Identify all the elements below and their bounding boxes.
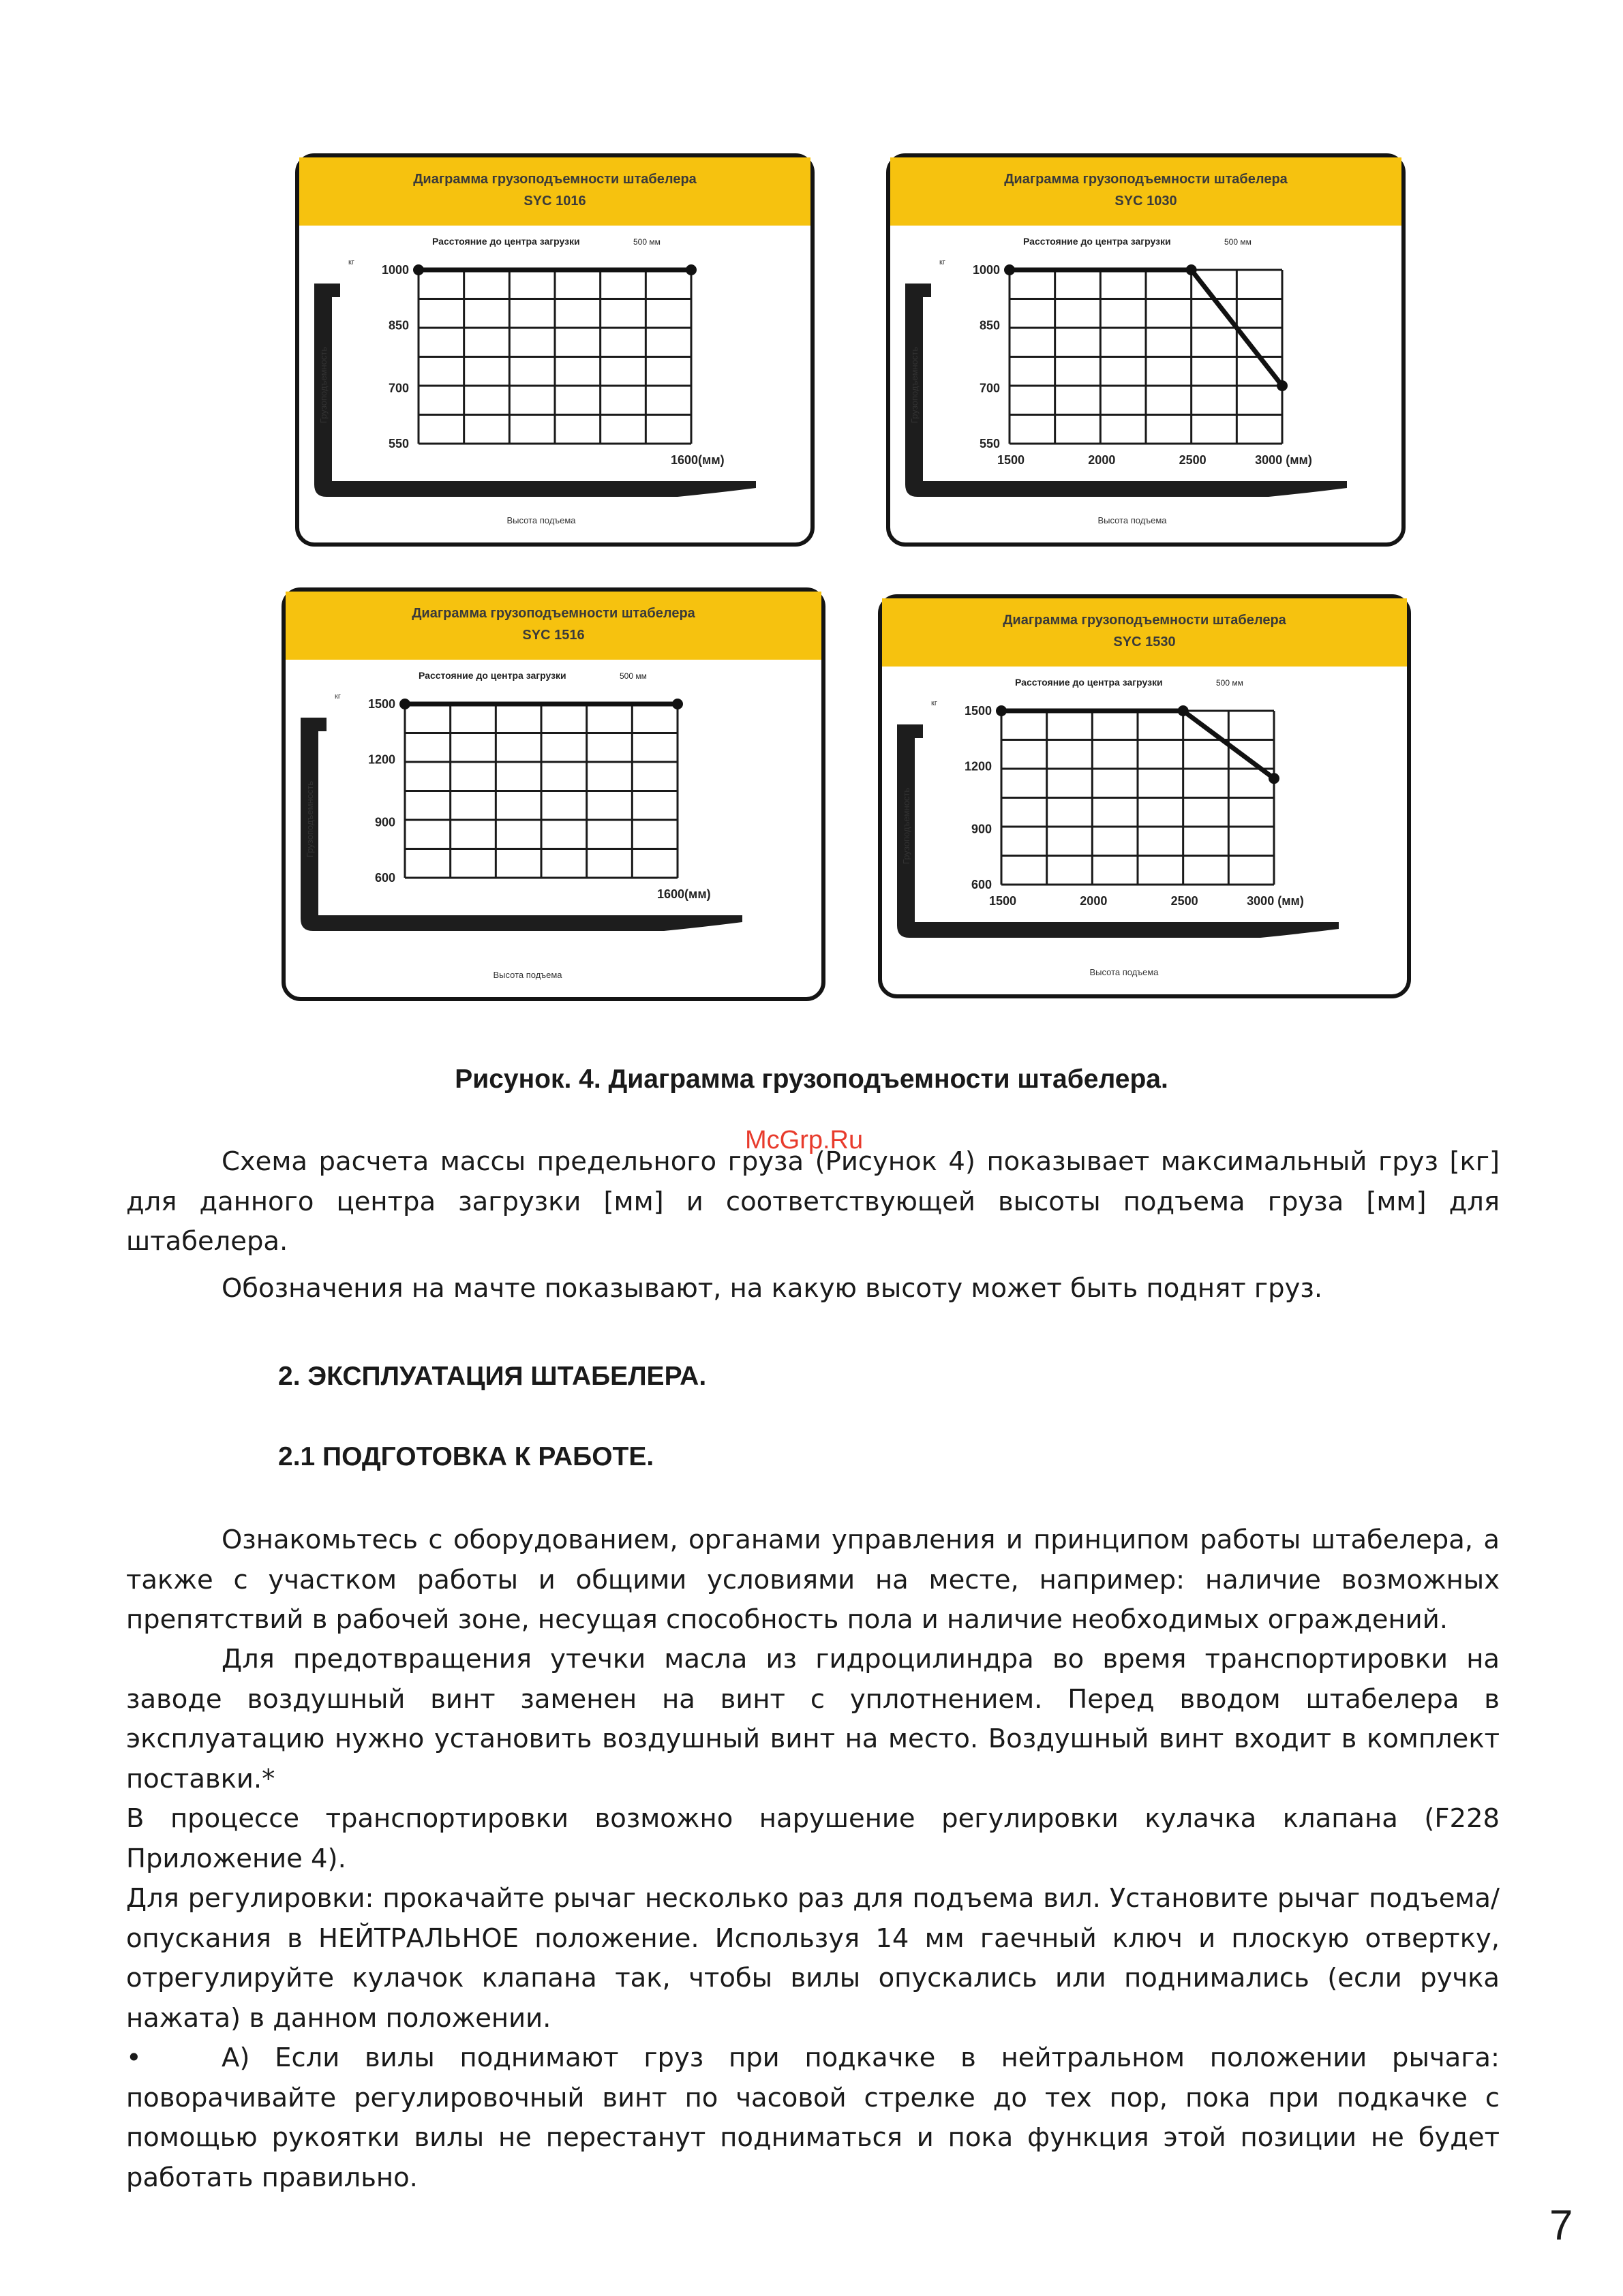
y-tick-label: 1200 [964,759,992,774]
capacity-chart-syc1516 [282,587,825,1001]
paragraph-transport: В процессе транспортировки возможно нарушение регулировки кулачка клапана (F228 Приложение 4). [126,1803,1500,1874]
chart-title: Диаграмма грузоподъемности штабелера [1004,172,1288,187]
capacity-point [413,264,424,275]
y-tick-label: 700 [979,381,1000,395]
watermark: McGrp.Ru [745,1126,864,1154]
y-tick-label: 900 [971,822,992,836]
capacity-point [1277,380,1288,391]
capacity-point [686,264,697,275]
y-axis-label: Грузоподъемность [305,780,315,857]
capacity-chart-syc1016 [295,153,815,547]
chart-subtitle: Расстояние до центра загрузки [1023,236,1171,247]
unit-kg-label: кг [931,699,937,707]
capacity-point [996,705,1007,716]
bullet-item-a [126,2038,1500,2193]
bullet-dot: • [126,2042,142,2073]
paragraph-chart-explanation: Схема расчета массы предельного груза (Рисунок 4) показывает максимальный груз [кг] для данного центра загрузки [мм] и соответствующей высоты подъема груза [мм] для штабелера. [126,1146,1500,1257]
x-tick-label: 3000 (мм) [1247,894,1304,908]
paragraph-mast-markings: Обозначения на мачте показывают, на какую высоту может быть поднят груз. [222,1273,1323,1304]
capacity-point [1004,264,1015,275]
figure-caption: Рисунок. 4. Диаграмма грузоподъемности штабелера. [455,1065,1168,1094]
capacity-chart-syc1530 [878,594,1411,998]
load-center-label: 500 мм [633,237,661,247]
chart-model: SYC 1516 [522,628,585,643]
chart-model: SYC 1016 [524,194,586,209]
unit-kg-label: кг [939,258,945,266]
x-tick-label: 1500 [997,453,1025,467]
chart-model: SYC 1530 [1113,634,1176,649]
x-tick-label: 2000 [1088,453,1116,467]
chart-title: Диаграмма грузоподъемности штабелера [412,606,695,621]
y-tick-label: 850 [979,318,1000,333]
chart-title: Диаграмма грузоподъемности штабелера [1003,613,1286,628]
bullet-text: А) Если вилы поднимают груз при подкачке в нейтральном положении рычага: поворачивайте регулировочный винт по часовой стрелке до тех пор, пока при подкачке с помощью рукоятки вилы не перестанут подниматься и пока функция этой позиции не будет работать правильно. [126,2042,1500,2193]
chart-subtitle: Расстояние до центра загрузки [1015,677,1163,688]
unit-kg-label: кг [348,258,354,266]
x-axis-label: Высота подъема [506,515,576,525]
capacity-point [672,699,683,709]
load-center-label: 500 мм [1224,237,1252,247]
x-axis-label: Высота подъема [1089,967,1159,977]
y-axis-label: Грузоподъемность [901,787,911,864]
x-tick-label: 3000 (мм) [1255,453,1312,467]
x-tick-label: 1500 [988,894,1017,908]
paragraph-adjustment: Для регулировки: прокачайте рычаг несколько раз для подъема вил. Установите рычаг подъема/опускания в НЕЙТРАЛЬНОЕ положение. Используя 14 мм гаечный ключ и плоскую отвертку, отрегулируйте кулачок клапана так, чтобы вилы опускались или поднимались (если ручка нажата) в данном положении. [126,1883,1500,2034]
capacity-point [1186,264,1197,275]
page-number: 7 [1549,2202,1573,2249]
y-tick-label: 700 [388,381,409,395]
chart-subtitle: Расстояние до центра загрузки [432,236,580,247]
x-axis-label: Высота подъема [1097,515,1167,525]
y-axis-label: Грузоподъемность [318,346,329,423]
y-axis-label: Грузоподъемность [909,346,920,423]
chart-subtitle: Расстояние до центра загрузки [419,670,566,681]
chart-svg [286,592,830,1005]
capacity-point [399,699,410,709]
y-tick-label: 550 [979,437,1000,450]
chart-svg [890,157,1410,551]
y-tick-label: 600 [971,878,992,891]
capacity-point [1178,705,1189,716]
y-tick-label: 1200 [367,752,395,767]
x-tick-label: 2000 [1080,894,1108,908]
chart-title: Диаграмма грузоподъемности штабелера [413,172,697,187]
chart-svg [882,598,1415,1002]
x-tick-label: 2500 [1179,453,1207,467]
x-end-label: 1600(мм) [657,887,711,901]
y-tick-label: 600 [374,871,395,885]
y-tick-label: 850 [388,318,409,333]
load-center-label: 500 мм [1216,678,1243,688]
chart-svg [299,157,819,551]
x-tick-label: 2500 [1170,894,1198,908]
chart-model: SYC 1030 [1114,194,1177,209]
unit-kg-label: кг [335,692,341,701]
x-axis-label: Высота подъема [493,970,562,980]
load-center-label: 500 мм [620,671,647,681]
y-tick-label: 1500 [964,704,992,718]
subsection-heading: 2.1 ПОДГОТОВКА К РАБОТЕ. [278,1442,654,1471]
paragraph-air-screw: Для предотвращения утечки масла из гидроцилиндра во время транспортировки на заводе воздушный винт заменен на винт с уплотнением. Перед вводом штабелера в эксплуатацию нужно установить воздушный винт на место. Воздушный винт входит в комплект поставки.* [126,1644,1500,1794]
y-tick-label: 1000 [381,263,409,277]
x-end-label: 1600(мм) [671,453,725,467]
section-heading: 2. ЭКСПЛУАТАЦИЯ ШТАБЕЛЕРА. [278,1362,707,1391]
y-tick-label: 1000 [972,263,1000,277]
y-tick-label: 1500 [367,697,395,711]
paragraph-familiarize: Ознакомьтесь с оборудованием, органами управления и принципом работы штабелера, а также с участком работы и общими условиями на месте, например: наличие возможных препятствий в рабочей зоне, несущая способность пола и наличие необходимых ограждений. [126,1525,1500,1635]
y-tick-label: 550 [388,437,409,450]
y-tick-label: 900 [374,815,395,829]
capacity-chart-syc1030 [886,153,1406,547]
capacity-point [1269,773,1279,784]
